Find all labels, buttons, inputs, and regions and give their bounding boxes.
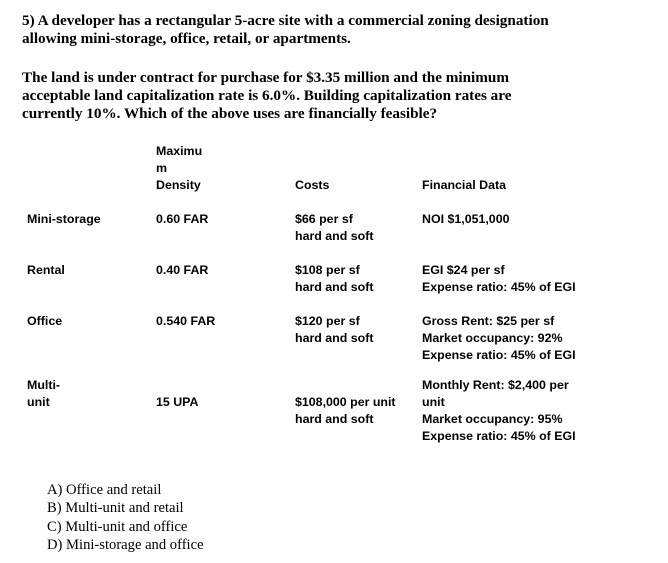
header-financial-data: Financial Data bbox=[422, 178, 507, 192]
row-costs-office: $120 per sf hard and soft bbox=[295, 314, 374, 345]
row-density-office: 0.540 FAR bbox=[156, 314, 216, 328]
header-costs: Costs bbox=[295, 178, 330, 192]
row-costs-rental: $108 per sf hard and soft bbox=[295, 263, 374, 294]
question-line: acceptable land capitalization rate is 6.0%. Building capitalization rates are bbox=[22, 87, 512, 104]
row-density-mini-storage: 0.60 FAR bbox=[156, 212, 209, 226]
row-financial-office: Gross Rent: $25 per sf Market occupancy: 92% Expense ratio: 45% of EGI bbox=[422, 314, 576, 362]
row-financial-rental: EGI $24 per sf Expense ratio: 45% of EGI bbox=[422, 263, 576, 294]
row-density-multi-unit: 15 UPA bbox=[156, 395, 199, 409]
row-use-rental: Rental bbox=[27, 263, 65, 277]
row-density-rental: 0.40 FAR bbox=[156, 263, 209, 277]
header-density: Maximu m Density bbox=[156, 144, 203, 192]
answer-option-c: C) Multi-unit and office bbox=[47, 518, 188, 535]
row-costs-mini-storage: $66 per sf hard and soft bbox=[295, 212, 374, 243]
question-body bbox=[22, 69, 652, 123]
question-intro bbox=[22, 12, 652, 48]
row-financial-mini-storage: NOI $1,051,000 bbox=[422, 212, 510, 226]
row-financial-multi-unit: Monthly Rent: $2,400 per unit Market occupancy: 95% Expense ratio: 45% of EGI bbox=[422, 378, 576, 443]
question-line: 5) A developer has a rectangular 5-acre site with a commercial zoning designation bbox=[22, 12, 549, 29]
question-line: The land is under contract for purchase for $3.35 million and the minimum bbox=[22, 69, 510, 86]
answer-choices bbox=[47, 481, 204, 554]
row-use-multi-unit: Multi- unit bbox=[27, 378, 61, 409]
question-line: allowing mini-storage, office, retail, or apartments. bbox=[22, 30, 351, 47]
row-costs-multi-unit: $108,000 per unit hard and soft bbox=[295, 395, 396, 426]
answer-option-d: D) Mini-storage and office bbox=[47, 536, 204, 553]
answer-option-b: B) Multi-unit and retail bbox=[47, 500, 184, 517]
answer-option-a: A) Office and retail bbox=[47, 482, 162, 498]
row-use-mini-storage: Mini-storage bbox=[27, 212, 101, 226]
question-line: currently 10%. Which of the above uses are financially feasible? bbox=[22, 105, 438, 122]
row-use-office: Office bbox=[27, 314, 63, 328]
